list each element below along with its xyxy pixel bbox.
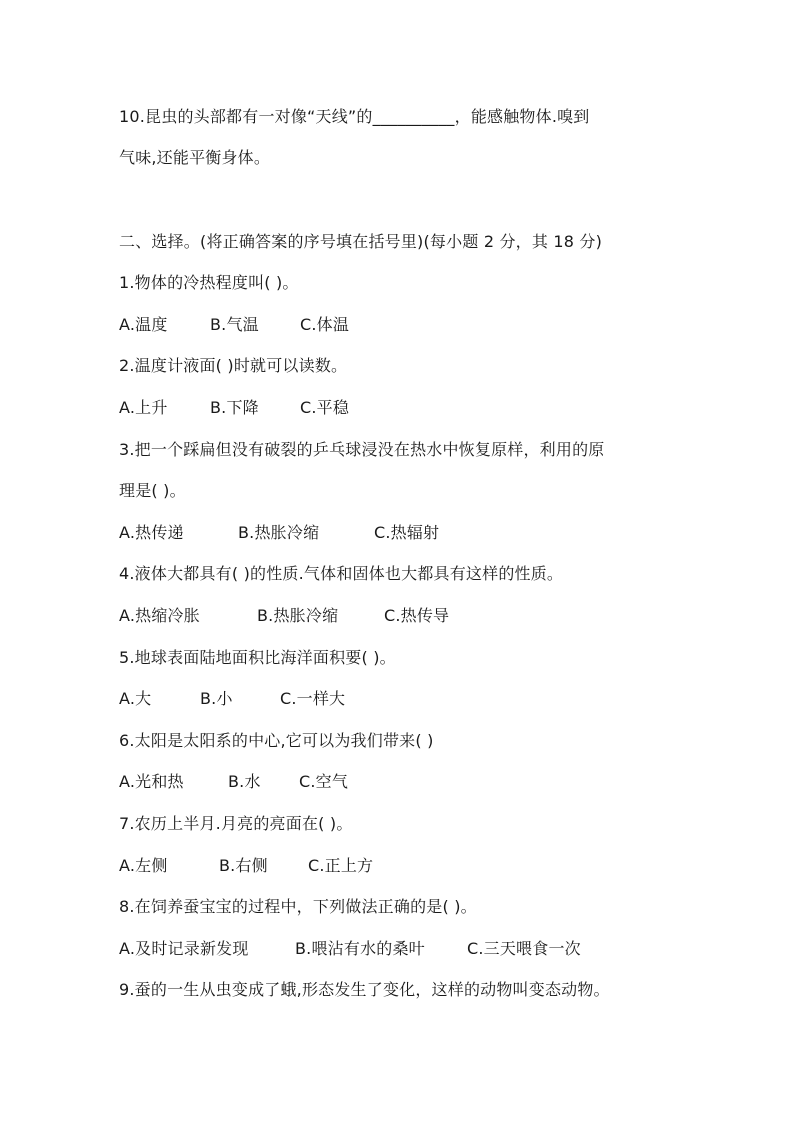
option-b: B.气温 bbox=[210, 315, 259, 334]
option-a: A.大 bbox=[119, 689, 152, 708]
question-7-stem: 7.农历上半月.月亮的亮面在( )。 bbox=[119, 814, 353, 833]
option-b: B.喂沾有水的桑叶 bbox=[295, 939, 425, 958]
option-c: C.热传导 bbox=[384, 606, 450, 625]
section-heading: 二、选择。(将正确答案的序号填在括号里)(每小题 2 分，其 18 分) bbox=[119, 232, 603, 251]
option-c: C.体温 bbox=[300, 315, 350, 334]
question-6-stem: 6.太阳是太阳系的中心,它可以为我们带来( ) bbox=[119, 731, 434, 750]
question-3-stem: 3.把一个踩扁但没有破裂的乒乓球浸没在热水中恢复原样，利用的原 bbox=[119, 440, 605, 459]
option-c: C.正上方 bbox=[308, 856, 374, 875]
option-b: B.下降 bbox=[210, 398, 259, 417]
question-2-options bbox=[119, 398, 349, 418]
option-b: B.右侧 bbox=[219, 856, 268, 875]
option-c: C.平稳 bbox=[300, 398, 350, 417]
question-4-stem: 4.液体大都具有( )的性质.气体和固体也大都具有这样的性质。 bbox=[119, 564, 564, 583]
option-b: B.热胀冷缩 bbox=[238, 523, 320, 542]
question-8-stem: 8.在饲养蚕宝宝的过程中，下列做法正确的是( )。 bbox=[119, 897, 477, 916]
option-c: C.热辐射 bbox=[374, 523, 440, 542]
option-a: A.上升 bbox=[119, 398, 168, 417]
question-7-options bbox=[119, 856, 373, 876]
question-1-options bbox=[119, 315, 349, 335]
option-c: C.一样大 bbox=[280, 689, 346, 708]
option-a: A.温度 bbox=[119, 315, 168, 334]
question-4-options bbox=[119, 606, 449, 626]
option-a: A.光和热 bbox=[119, 772, 184, 791]
option-c: C.空气 bbox=[299, 772, 349, 791]
option-b: B.热胀冷缩 bbox=[257, 606, 339, 625]
option-c: C.三天喂食一次 bbox=[467, 939, 581, 958]
question-3-stem-cont: 理是( )。 bbox=[119, 481, 186, 500]
option-b: B.小 bbox=[200, 689, 233, 708]
option-a: A.左侧 bbox=[119, 856, 168, 875]
question-3-options bbox=[119, 523, 439, 543]
question-1-stem: 1.物体的冷热程度叫( )。 bbox=[119, 273, 299, 292]
option-a: A.及时记录新发现 bbox=[119, 939, 249, 958]
q10-line-2: 气味,还能平衡身体。 bbox=[119, 148, 271, 167]
question-5-stem: 5.地球表面陆地面积比海洋面积要( )。 bbox=[119, 648, 396, 667]
option-b: B.水 bbox=[228, 772, 261, 791]
question-6-options bbox=[119, 772, 348, 792]
q10-line-1: 10.昆虫的头部都有一对像“天线”的__________，能感触物体.嗅到 bbox=[119, 107, 590, 126]
question-2-stem: 2.温度计液面( )时就可以读数。 bbox=[119, 356, 348, 375]
question-9-stem: 9.蚕的一生从虫变成了蛾,形态发生了变化，这样的动物叫变态动物。 bbox=[119, 980, 610, 999]
option-a: A.热缩冷胀 bbox=[119, 606, 200, 625]
question-5-options bbox=[119, 689, 345, 709]
question-8-options bbox=[119, 939, 581, 959]
option-a: A.热传递 bbox=[119, 523, 184, 542]
